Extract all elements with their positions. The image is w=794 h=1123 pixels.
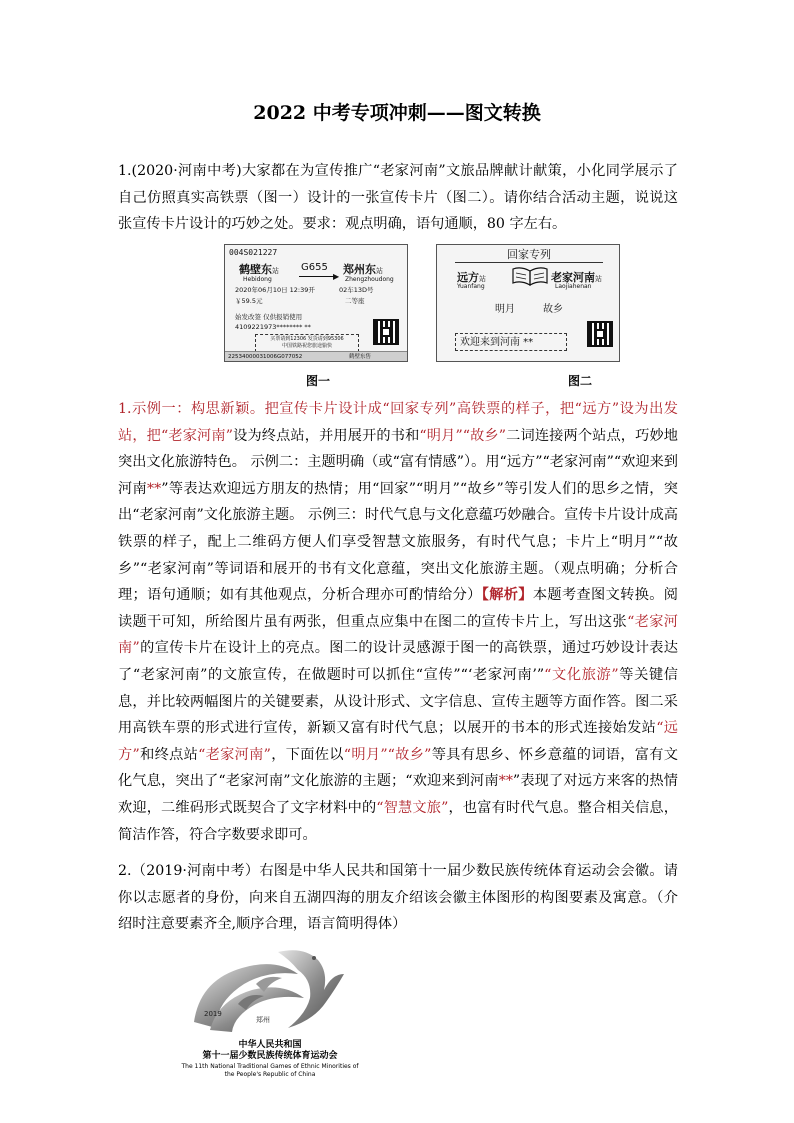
answer-text: 1.示例一：构思新颖。把宣传卡片设计成“回家专列”高铁票的样子，把“远方”设为出发站，把 xyxy=(118,401,678,444)
qr-code-icon xyxy=(373,319,399,345)
ticket-arrow-line xyxy=(299,276,335,277)
ticket-train: G655 xyxy=(301,262,328,273)
emblem-year: 2019 xyxy=(204,1010,222,1018)
ticket2-to-pinyin: Laojiahenan xyxy=(555,283,592,290)
answer-text: ，也富有时代气息。整合相关信息，简洁作答，符合字数要求即可。 xyxy=(118,799,678,843)
ticket-arrow-icon: ▶ xyxy=(333,272,340,281)
ticket2-word-hometown: 故乡 xyxy=(543,304,563,315)
answer-text: ”表现了对远方来客的热情欢迎，二维码形式既契合了文字材料中的 xyxy=(118,773,678,816)
answer-quote: “远方” xyxy=(118,720,678,763)
answer-text: 和终点站 xyxy=(139,746,199,763)
ticket2-from: 远方站 xyxy=(457,271,486,284)
page-title: 2022 中考专项冲刺——图文转换 xyxy=(253,102,541,124)
ticket2-word-moon: 明月 xyxy=(495,304,515,315)
answer-quote: “文化旅游” xyxy=(544,666,619,683)
qr-code-icon xyxy=(587,321,613,347)
ticket2-header-line xyxy=(455,262,603,263)
ticket-bottom-station: 鹤壁东售 xyxy=(349,354,372,360)
answer-quote: “智慧文旅” xyxy=(376,799,449,816)
question-1 xyxy=(118,158,678,238)
answer-text: ”等表达欢迎远方朋友的热情；用“回家”“明月”“故乡”等引发人们的思乡之情，突出“老家河南”文化旅游主题。 示例三：时代气息与文化意蕴巧妙融合。宣传卡片设计成高铁票的样子，配上二维码方便人们享受智慧文旅服务，有时代气息；卡片上“明月”“故乡”“老家河南”等词语和展开的书有文化意蕴，突出文化旅游主题。（观点明确；分析合理；语句通顺；如有其他观点，分析合理亦可酌情给分） xyxy=(118,480,678,604)
ticket-to: 郑州东站 xyxy=(343,263,383,276)
answer-quote: “老家河南” xyxy=(161,427,233,444)
ticket-date: 2020年06月10日 12:39开 xyxy=(235,286,315,294)
ticket-id: 4109221973******** ** xyxy=(235,323,311,331)
answer-analysis-tag: 【解析】 xyxy=(481,587,533,604)
ticket-figure-1 xyxy=(224,244,408,362)
ticket-info-box: 买票请到12306 发货请到95306 中国铁路祝您旅途愉快 xyxy=(255,334,359,352)
caption-figure-2: 图二 xyxy=(568,374,593,388)
answer-text: 等关键信息，并比较两幅图片的关键要素，从设计形式、文字信息、宣传主题等方面作答。图二采用高铁车票的形式进行宣传，新颖又富有时代气息；以展开的书本的形式连接始发站 xyxy=(118,666,678,737)
emblem-city: 郑州 xyxy=(256,1016,270,1024)
emblem-english-line2: the People's Republic of China xyxy=(224,1071,316,1078)
ticket2-from-pinyin: Yuanfang xyxy=(457,283,485,290)
ticket-to-pinyin: Zhengzhoudong xyxy=(345,276,394,283)
answer-quote: “明月”“故乡” xyxy=(419,427,507,444)
ticket-bottom-code: 22534000031006G077052 xyxy=(228,354,303,360)
open-book-icon xyxy=(511,265,549,287)
answer-quote: ** xyxy=(147,480,162,497)
emblem-english-line1: The 11th National Traditional Games of Ethnic Minorities of xyxy=(181,1063,359,1070)
question-2: 2.（2019·河南中考）右图是中华人民共和国第十一届少数民族传统体育运动会会徽。请你以志愿者的身份，向来自五湖四海的朋友介绍该会徽主体图形的构图要素及寓意。（介绍时注意要素齐全,顺序合理，语言简明得体） xyxy=(118,863,678,933)
emblem-name-line1: 中华人民共和国 xyxy=(238,1040,302,1050)
answer-text: 等具有思乡、怀乡意蕴的词语，富有文化气息，突出了“老家河南”文化旅游的主题；“欢迎来到河南 xyxy=(118,746,678,790)
caption-figure-1: 图一 xyxy=(306,374,331,388)
answer-quote: “老家河南” xyxy=(118,613,678,657)
games-emblem-logo xyxy=(186,944,366,1034)
question-1-number: 1. xyxy=(118,163,132,179)
ticket2-header: 回家专列 xyxy=(507,248,551,261)
ticket2-to: 老家河南站 xyxy=(551,271,602,284)
ticket-seat-class: 二等座 xyxy=(345,297,365,305)
ticket-from-pinyin: Hebidong xyxy=(243,276,272,283)
ticket-serial: 004S021227 xyxy=(229,248,278,257)
answer-text: 的宣传卡片在设计上的亮点。图二的设计灵感源于图一的高铁票，通过巧妙设计表达了“老家河南”的文旅宣传，在做题时可以抓住“宣传”“‘老家河南’” xyxy=(118,640,678,683)
ticket-seat-no: 02车13D号 xyxy=(339,286,374,294)
question-1-text: (2020·河南中考)大家都在为宣传推广“老家河南”文旅品牌献计献策，小化同学展示了自己仿照真实高铁票（图一）设计的一张宣传卡片（图二）。请你结合活动主题，说说这张宣传卡片设计的巧妙之处。要求：观点明确，语句通顺，80 字左右。 xyxy=(118,163,678,233)
emblem-name-line2: 第十一届少数民族传统体育运动会 xyxy=(202,1051,338,1061)
answer-quote: “明月”“故乡” xyxy=(343,746,432,763)
answer-text: 二词连接两个站点，巧妙地突出文化旅游特色。 示例二：主题明确（或“富有情感”）。用“远方”“老家河南”“欢迎来到河南 xyxy=(118,427,678,497)
answer-text: 设为终点站，并用展开的书和 xyxy=(232,427,420,444)
answer-quote: “老家河南” xyxy=(198,746,271,763)
ticket-figure-2 xyxy=(436,244,620,362)
answer-text: 本题考查图文转换。阅读题干可知，所给图片虽有两张，但重点应集中在图二的宣传卡片上，写出这张 xyxy=(118,587,678,630)
answer-quote: ** xyxy=(498,773,513,790)
answer-1 xyxy=(118,396,678,848)
answer-text: ，下面佐以 xyxy=(270,746,344,763)
ticket-note: 始发改签 仅供报销使用 xyxy=(235,313,303,321)
ticket-price: ￥59.5元 xyxy=(235,297,263,305)
ticket2-welcome-box: 欢迎来到河南 ** xyxy=(455,333,567,351)
ticket-from: 鹤壁东站 xyxy=(239,263,279,276)
